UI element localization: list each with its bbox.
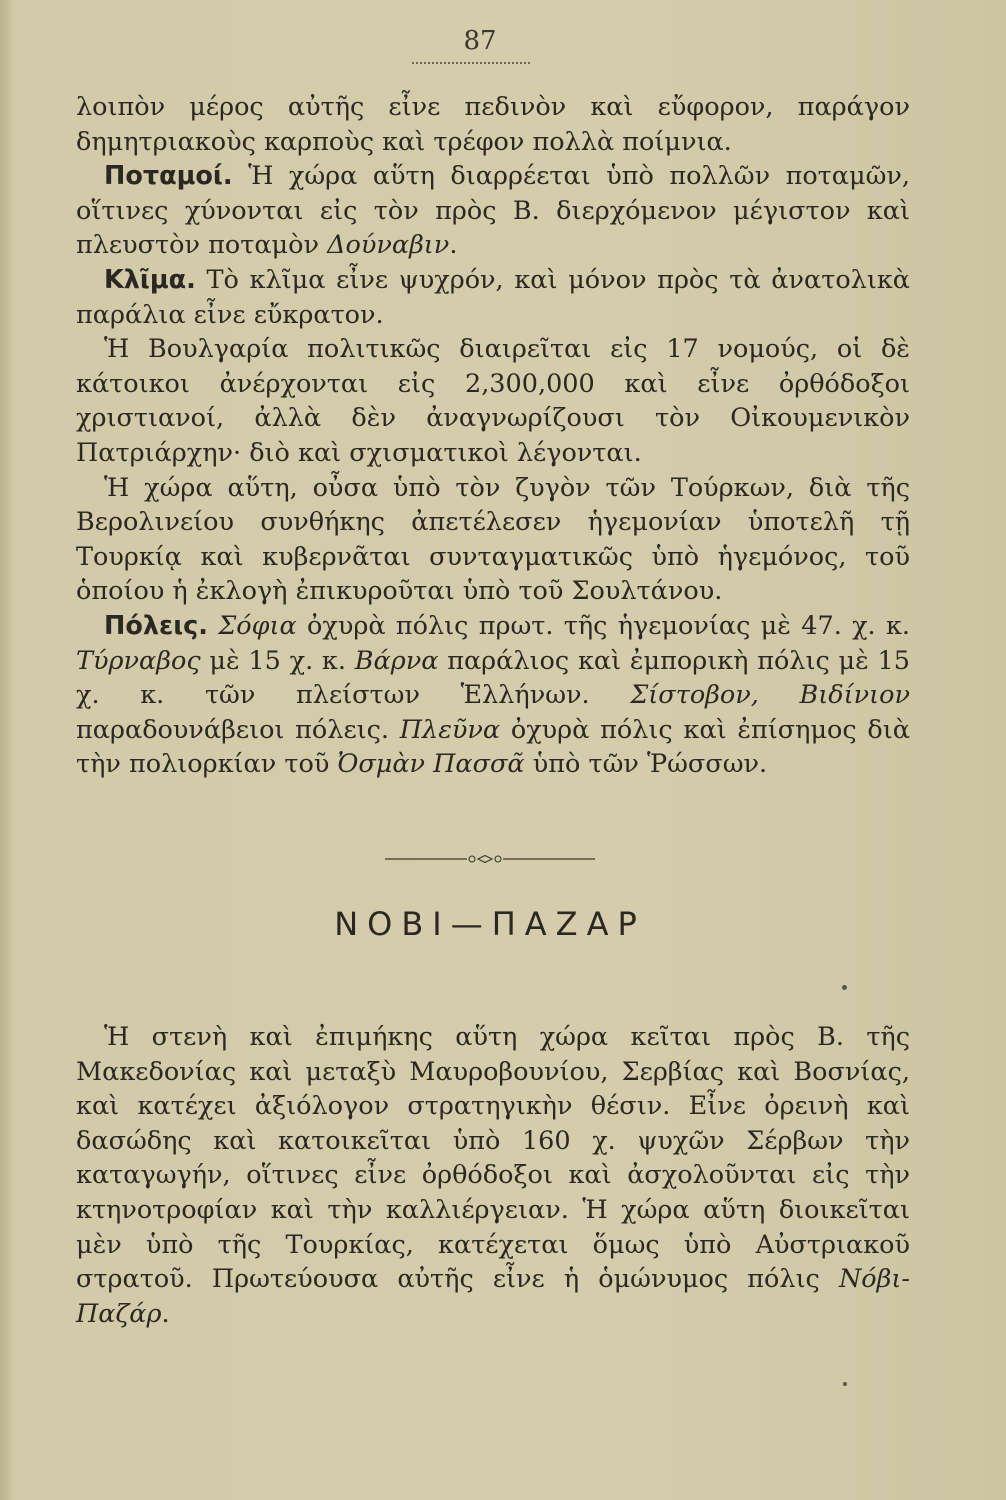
paragraph-text: Ἡ χώρα αὕτη, οὖσα ὑπὸ τὸν ζυγὸν τῶν Τούρκων, διὰ τῆς Βερολινείου συνθήκης ἀπετέλεσεν ἡγεμονίαν ὑποτελῆ τῇ Τουρκίᾳ καὶ κυβερνᾶται συνταγματικῶς ὑπὸ ἡγεμόνος, τοῦ ὁποίου ἡ ἐκλογὴ ἐπικυροῦται ὑπὸ τοῦ Σουλτάνου. xyxy=(76,472,910,607)
paragraph-cities xyxy=(76,609,910,782)
paragraph-text: Ἡ Βουλγαρία πολιτικῶς διαιρεῖται εἰς 17 νομούς, οἱ δὲ κάτοικοι ἀνέρχονται εἰς 2,300,000 καὶ εἶνε ὀρθόδοξοι χριστιανοί, ἀλλὰ δὲν ἀναγνωρίζουσι τὸν Οἰκουμενικὸν Πατριάρχην· διὸ καὶ σχισματικοὶ λέγονται. xyxy=(76,334,910,468)
cities-text: παραδουνάβειοι πόλεις. xyxy=(76,714,400,745)
heading-climate: Κλῖμα. xyxy=(104,264,196,295)
paragraph-population xyxy=(76,332,910,470)
paragraph-rivers xyxy=(76,159,910,263)
page-number: 87 xyxy=(463,26,497,56)
cities-text: ὀχυρὰ πόλις πρωτ. τῆς ἡγεμονίας μὲ 47. χ. κ. xyxy=(296,610,911,641)
cities-text: μὲ 15 χ. κ. xyxy=(200,645,355,676)
paragraph-government xyxy=(76,471,910,609)
novi-pazar-section xyxy=(76,1020,910,1331)
city-sistovon-vidin: Σίστοβον, Βιδίνιον xyxy=(630,680,910,711)
paper-speck xyxy=(842,985,847,990)
paragraph-text: λοιπὸν μέρος αὐτῆς εἶνε πεδινὸν καὶ εὔφορον, παράγον δημητριακοὺς καρποὺς καὶ τρέφον πολλὰ ποίμνια. xyxy=(76,92,910,157)
paragraph-novi-pazar xyxy=(76,1020,910,1331)
city-tyrnavos: Τύρναβος xyxy=(76,645,201,676)
city-sofia: Σόφια xyxy=(218,610,297,641)
paper-speck xyxy=(843,1382,847,1386)
city-plevna: Πλεῦνα xyxy=(399,714,501,745)
city-novi-pazar: Νόβι-Παζάρ xyxy=(76,1264,910,1329)
paragraph-text: Τὸ κλῖμα εἶνε ψυχρόν, καὶ μόνον πρὸς τὰ ἀνατολικὰ παράλια εἶνε εὔκρατον. xyxy=(76,264,910,330)
cities-text: παράλιος καὶ ἐμπορικὴ πόλις μὲ 15 χ. κ. τῶν πλείστων Ἑλλήνων. xyxy=(76,645,910,711)
city-varna: Βάρνα xyxy=(354,645,439,676)
bulgaria-section xyxy=(76,90,910,782)
cities-text: ὀχυρὰ πόλις καὶ ἐπίσημος διὰ τὴν πολιορκίαν τοῦ xyxy=(76,714,910,780)
paragraph-text: Ἡ χώρα αὕτη διαρρέεται ὑπὸ πολλῶν ποταμῶν, οἵτινες χύνονται εἰς τὸν πρὸς Β. διερχόμενον μέγιστον καὶ πλευστὸν ποταμὸν xyxy=(76,161,910,261)
paragraph-climate xyxy=(76,263,910,332)
paragraph-text: Ἡ στενὴ καὶ ἐπιμήκης αὕτη χώρα κεῖται πρὸς Β. τῆς Μακεδονίας καὶ μεταξὺ Μαυροβουνίου, Σερβίας καὶ Βοσνίας, καὶ κατέχει ἀξιόλογον στρατηγικὴν θέσιν. Εἶνε ὀρεινὴ καὶ δασώδης καὶ κατοικεῖται ὑπὸ 160 χ. ψυχῶν Σέρβων τὴν καταγωγήν, οἵτινες εἶνε ὀρθόδοξοι καὶ ἀσχολοῦνται εἰς τὴν κτηνοτροφίαν καὶ τὴν καλλιέργειαν. Ἡ χώρα αὕτη διοικεῖται μὲν ὑπὸ τῆς Τουρκίας, κατέχεται ὅμως ὑπὸ Αὐστριακοῦ στρατοῦ. Πρωτεύουσα αὐτῆς εἶνε ἡ ὁμώνυμος πόλις xyxy=(76,1022,910,1295)
heading-cities: Πόλεις. xyxy=(104,610,208,641)
heading-rivers: Ποταμοί. xyxy=(104,161,233,192)
section-divider-ornament xyxy=(385,854,595,864)
paragraph-fertile-land xyxy=(76,90,910,159)
page-number-rule xyxy=(412,62,530,64)
person-osman-pasha: Ὀσμὰν Πασσᾶ xyxy=(337,749,525,780)
river-danube: Δούναβιν xyxy=(327,230,450,261)
cities-text: ὑπὸ τῶν Ῥώσσων. xyxy=(524,749,768,780)
paragraph-tail: . xyxy=(449,230,458,261)
section-title-novi-pazar: ΝΟΒΙ—ΠΑΖΑΡ xyxy=(334,905,646,943)
paragraph-tail: . xyxy=(161,1298,170,1329)
